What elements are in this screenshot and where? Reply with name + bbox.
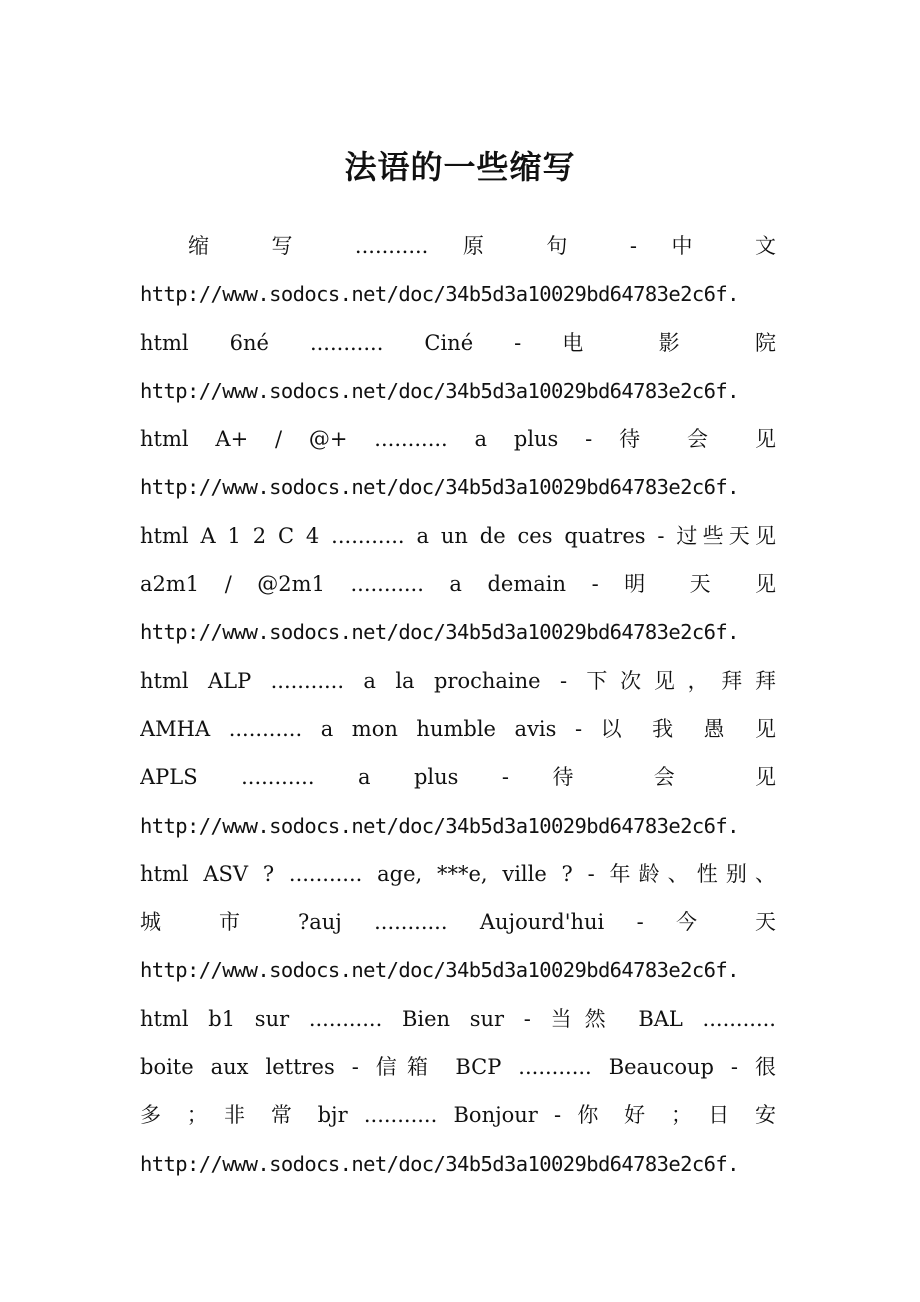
body-line-url: http://www.sodocs.net/doc/34b5d3a10029bd64783e2c6f. [140,378,739,403]
body-line: html 6né ........... Ciné - 电 影 院 [140,330,776,355]
body-line: html ASV ? ........... age, ***e, ville ? - 年龄、性别、 [140,861,776,886]
body-line: html A+ / @+ ........... a plus - 待 会 见 [140,427,776,452]
body-line: 多 ； 非 常 bjr ........... Bonjour - 你 好 ； 日 安 [140,1103,776,1128]
document-body [140,222,776,1188]
body-line: 城 市 ?auj ........... Aujourd'hui - 今 天 [140,910,776,935]
body-line: html A 1 2 C 4 ........... a un de ces quatres - 过些天见 [140,523,776,548]
body-line: 缩 写 ........... 原 句 - 中 文 [188,234,776,258]
body-line-url: http://www.sodocs.net/doc/34b5d3a10029bd64783e2c6f. [140,620,739,645]
body-line-url: http://www.sodocs.net/doc/34b5d3a10029bd64783e2c6f. [140,813,739,838]
body-line: a2m1 / @2m1 ........... a demain - 明 天 见 [140,572,776,597]
body-line: html b1 sur ........... Bien sur - 当然 BAL ........... [140,1006,776,1031]
body-line-url: http://www.sodocs.net/doc/34b5d3a10029bd64783e2c6f. [140,475,739,500]
body-line-url: http://www.sodocs.net/doc/34b5d3a10029bd64783e2c6f. [140,958,739,983]
body-line: html ALP ........... a la prochaine - 下次见，拜拜 [140,668,776,693]
body-line-url: http://www.sodocs.net/doc/34b5d3a10029bd64783e2c6f. [140,282,739,307]
body-line-url: http://www.sodocs.net/doc/34b5d3a10029bd64783e2c6f. [140,1151,739,1176]
document-title: 法语的一些缩写 [344,148,576,186]
body-line: AMHA ........... a mon humble avis - 以 我 愚 见 [140,716,776,741]
body-line: boite aux lettres - 信箱 BCP ........... Beaucoup - 很 [140,1055,776,1080]
body-line: APLS ........... a plus - 待 会 见 [140,765,776,790]
